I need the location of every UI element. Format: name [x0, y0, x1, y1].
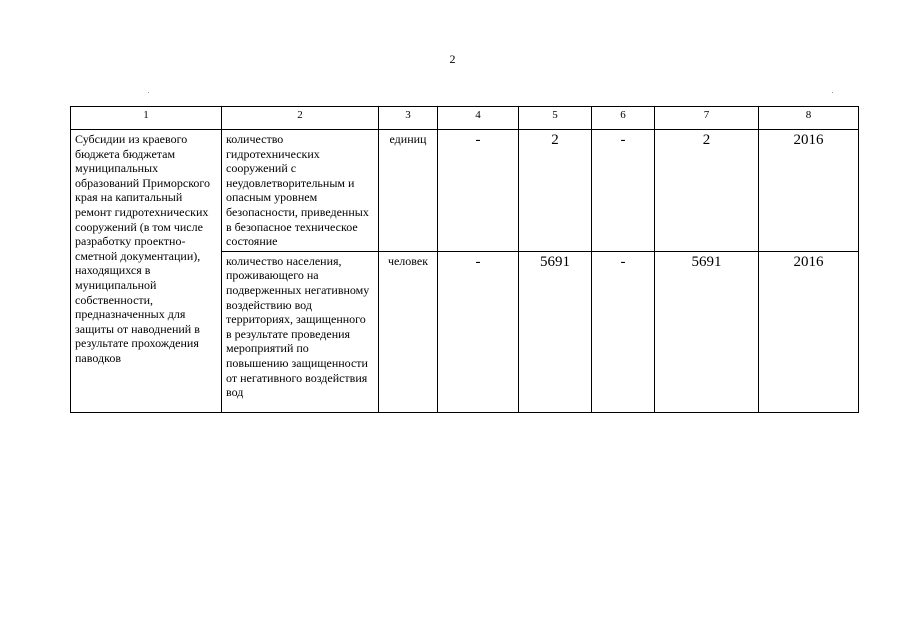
header-row: [71, 107, 859, 130]
value-cell: -: [438, 251, 519, 412]
year-cell: 2016: [759, 251, 859, 412]
indicator-name: количество гидротехнических сооружений с неудовлетворительным и опасным уровнем безопасности, приведенных в безопасное техническое состояние: [222, 130, 379, 252]
value-cell: -: [592, 251, 655, 412]
indicator-name: количество населения, проживающего на подверженных негативному воздействию вод территориях, защищенного в результате проведения мероприятий по повышению защищенности от негативного воздействия вод: [222, 251, 379, 412]
value-cell: -: [438, 130, 519, 252]
value-cell: 2: [655, 130, 759, 252]
measure-description: Субсидии из краевого бюджета бюджетам муниципальных образований Приморского края на капитальный ремонт гидротехнических сооружений (в том числе разработку проектно-сметной документации), находящихся в муниципальной собственности, предназначенных для защиты от наводнений в результате прохождения паводков: [71, 130, 222, 413]
column-header: 5: [519, 107, 592, 130]
column-header: 4: [438, 107, 519, 130]
unit-cell: человек: [379, 251, 438, 412]
value-cell: 5691: [655, 251, 759, 412]
unit-cell: единиц: [379, 130, 438, 252]
year-cell: 2016: [759, 130, 859, 252]
value-cell: 5691: [519, 251, 592, 412]
column-header: 6: [592, 107, 655, 130]
table-row: [71, 130, 859, 252]
column-header: 8: [759, 107, 859, 130]
column-header: 7: [655, 107, 759, 130]
scan-speck: [832, 92, 833, 93]
column-header: 1: [71, 107, 222, 130]
page-number: 2: [449, 52, 456, 66]
value-cell: -: [592, 130, 655, 252]
value-cell: 2: [519, 130, 592, 252]
column-header: 3: [379, 107, 438, 130]
program-table: [70, 106, 859, 413]
column-header: 2: [222, 107, 379, 130]
scan-speck: [148, 92, 149, 93]
